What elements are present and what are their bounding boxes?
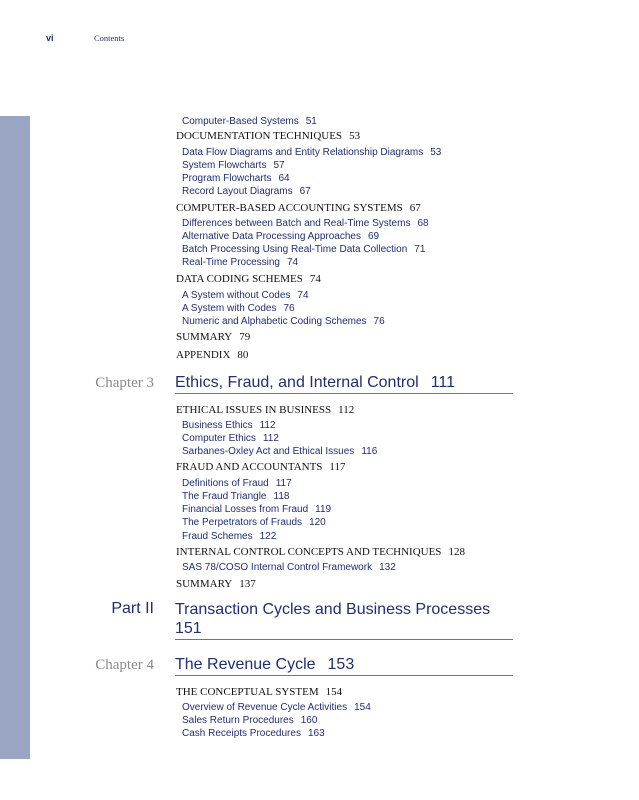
toc-entry-page: 119 [315,504,332,515]
chapter-title-page: 111 [430,374,456,391]
toc-entry[interactable] [182,231,379,243]
toc-entry[interactable] [182,160,285,172]
toc-section[interactable] [176,349,248,362]
toc-entry-page: 112 [259,420,276,431]
toc-entry-page: 74 [287,257,299,268]
toc-section-title: FRAUD AND ACCOUNTANTS [176,461,323,473]
toc-entry-page: 117 [275,478,292,489]
toc-section-title: INTERNAL CONTROL CONCEPTS AND TECHNIQUES [176,546,442,558]
toc-entry-page: 76 [373,316,385,327]
toc-section[interactable] [176,202,421,215]
toc-entry[interactable] [182,478,292,490]
toc-entry-title: Sarbanes-Oxley Act and Ethical Issues [182,446,355,457]
toc-entry-title: Financial Losses from Fraud [182,504,309,515]
chapter-title-text: Ethics, Fraud, and Internal Control [175,374,419,391]
chapter-label: Chapter 3 [95,375,154,391]
toc-section-page: 117 [329,461,346,473]
toc-entry-page: 67 [299,186,311,197]
toc-entry-page: 112 [262,433,279,444]
part-label: Part II [111,600,154,617]
page-number: vi [46,33,54,43]
toc-entry-page: 64 [278,173,290,184]
toc-entry[interactable] [182,147,441,159]
chapter-label: Chapter 4 [95,657,154,673]
toc-entry-title: Numeric and Alphabetic Coding Schemes [182,316,367,327]
toc-section-page: 80 [237,349,249,361]
toc-entry[interactable] [182,186,311,198]
toc-entry-title: A System without Codes [182,290,291,301]
toc-entry[interactable] [182,244,425,256]
toc-entry[interactable] [182,562,396,574]
toc-section[interactable] [176,461,346,474]
toc-entry-page: 116 [361,446,378,457]
chapter-title[interactable] [175,656,513,676]
toc-entry-title: Sales Return Procedures [182,715,294,726]
toc-section[interactable] [176,273,321,286]
toc-entry-title: Definitions of Fraud [182,478,269,489]
toc-entry-title: Overview of Revenue Cycle Activities [182,702,348,713]
toc-entry-page: 57 [273,160,285,171]
toc-section[interactable] [176,331,250,344]
toc-entry[interactable] [182,702,371,714]
toc-entry-page: 74 [297,290,309,301]
toc-section[interactable] [176,130,360,143]
toc-entry[interactable] [182,316,385,328]
toc-entry[interactable] [182,446,377,458]
toc-entry-title: Cash Receipts Procedures [182,728,301,739]
toc-entry-page: 118 [273,491,290,502]
toc-entry[interactable] [182,257,298,269]
toc-entry-title: Fraud Schemes [182,531,253,542]
part-title-text: Transaction Cycles and Business Processes [175,601,491,618]
toc-entry-page: 71 [414,244,426,255]
running-header-title: Contents [94,33,125,43]
toc-entry[interactable] [182,728,325,740]
toc-section-title: COMPUTER-BASED ACCOUNTING SYSTEMS [176,202,403,214]
toc-section[interactable] [176,546,465,559]
toc-entry-title: Program Flowcharts [182,173,272,184]
toc-entry-title: Real-Time Processing [182,257,280,268]
toc-entry-page: 53 [430,147,442,158]
toc-entry-title: Computer-Based Systems [182,116,299,127]
toc-entry-title: Batch Processing Using Real-Time Data Collection [182,244,408,255]
toc-entry-title: The Fraud Triangle [182,491,267,502]
toc-entry[interactable] [182,504,331,516]
toc-section-title: APPENDIX [176,349,231,361]
toc-entry-title: System Flowcharts [182,160,267,171]
toc-entry[interactable] [182,303,295,315]
toc-entry-page: 76 [283,303,295,314]
toc-entry-page: 51 [305,116,317,127]
toc-section-title: THE CONCEPTUAL SYSTEM [176,686,319,698]
toc-entry-page: 163 [307,728,325,739]
toc-entry-page: 68 [417,218,429,229]
toc-section[interactable] [176,578,256,591]
toc-entry-title: Record Layout Diagrams [182,186,293,197]
chapter-title-text: The Revenue Cycle [175,656,316,673]
toc-section-page: 79 [239,331,251,343]
toc-entry[interactable] [182,290,309,302]
toc-entry[interactable] [182,420,276,432]
toc-section-title: SUMMARY [176,578,233,590]
toc-section-page: 128 [448,546,465,558]
toc-entry-page: 160 [300,715,318,726]
toc-entry-title: Data Flow Diagrams and Entity Relationship Diagrams [182,147,424,158]
toc-entry-page: 69 [368,231,380,242]
toc-entry-title: Business Ethics [182,420,253,431]
toc-entry[interactable] [182,715,317,727]
toc-entry-title: Alternative Data Processing Approaches [182,231,361,242]
toc-section-page: 112 [338,404,355,416]
toc-section-title: DATA CODING SCHEMES [176,273,303,285]
toc-entry-title: SAS 78/COSO Internal Control Framework [182,562,373,573]
toc-entry-title: Computer Ethics [182,433,256,444]
toc-entry[interactable] [182,116,317,128]
part-title[interactable] [175,600,513,640]
toc-entry-page: 120 [309,517,326,528]
toc-entry-title: The Perpetrators of Frauds [182,517,303,528]
part-title-page: 151 [175,620,202,637]
toc-section-title: ETHICAL ISSUES IN BUSINESS [176,404,332,416]
chapter-title[interactable] [175,374,513,394]
toc-entry[interactable] [182,218,429,230]
toc-section-page: 74 [309,273,321,285]
toc-entry-page: 122 [259,531,277,542]
toc-entry[interactable] [182,531,276,543]
toc-entry-title: A System with Codes [182,303,277,314]
toc-section[interactable] [176,404,354,417]
toc-section-page: 154 [325,686,343,698]
toc-entry-title: Differences between Batch and Real-Time Systems [182,218,411,229]
toc-section-page: 53 [349,130,361,142]
toc-entry-page: 132 [379,562,396,573]
toc-section-title: DOCUMENTATION TECHNIQUES [176,130,343,142]
toc-section[interactable] [176,686,342,699]
chapter-title-page: 153 [327,656,355,673]
toc-entry[interactable] [182,173,290,185]
toc-entry[interactable] [182,517,326,529]
toc-entry[interactable] [182,433,279,445]
toc-entry-page: 154 [354,702,371,713]
toc-section-page: 137 [239,578,256,590]
toc-section-page: 67 [409,202,421,214]
toc-entry[interactable] [182,491,289,503]
toc-section-title: SUMMARY [176,331,233,343]
